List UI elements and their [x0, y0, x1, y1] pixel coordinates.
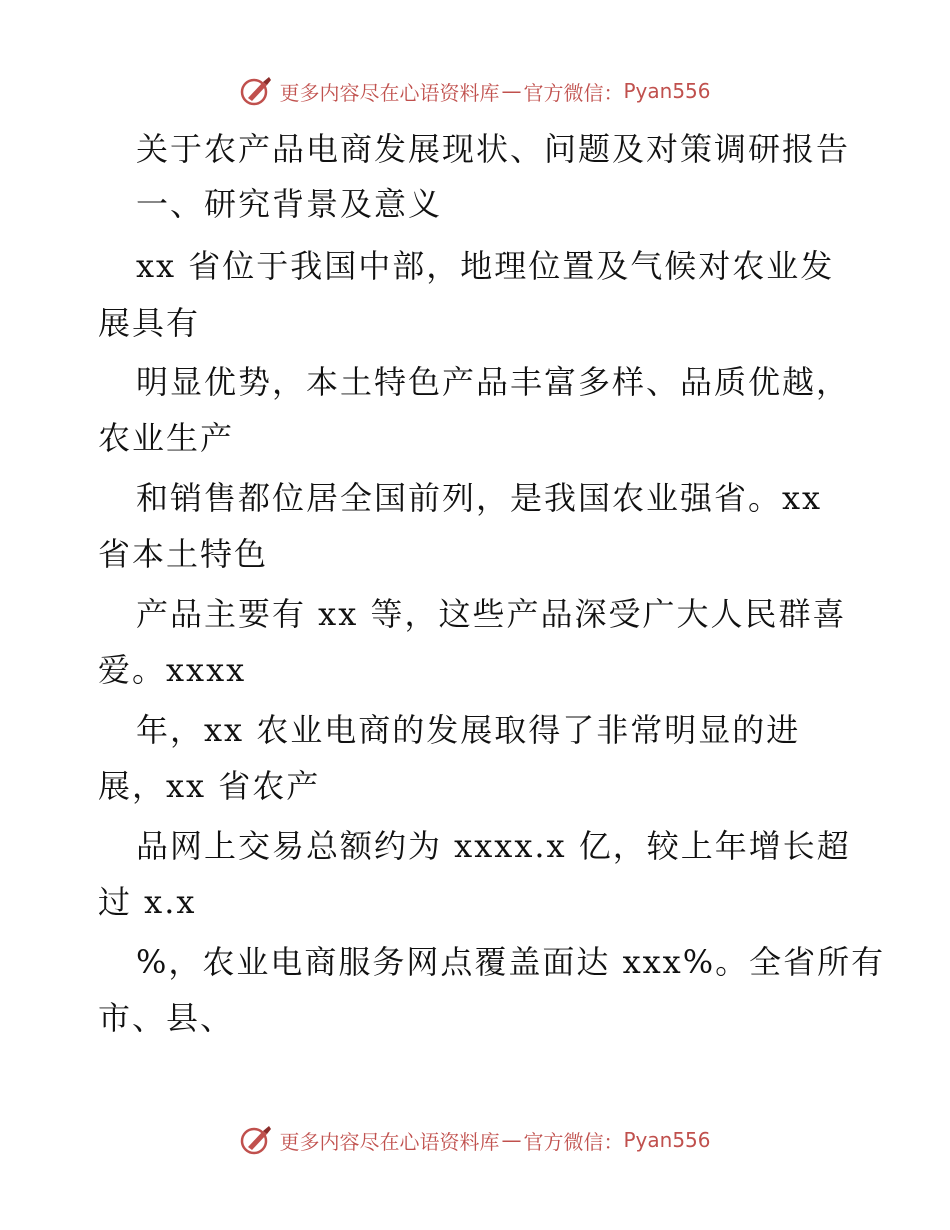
paragraph-line: 过 x.x: [98, 883, 197, 921]
paragraph-line: 产品主要有 xx 等，这些产品深受广大人民群喜: [136, 595, 847, 633]
pen-logo-icon: [239, 74, 273, 108]
footer-watermark: [0, 1120, 950, 1160]
paragraph-line: 爱。xxxx: [98, 651, 247, 689]
watermark-label: 官方微信：: [523, 80, 624, 105]
paragraph-line: 市、县、: [98, 999, 235, 1037]
paragraph-line: 省本土特色: [98, 535, 269, 573]
watermark-account: Pyan556: [623, 1128, 711, 1152]
watermark-site-text: 更多内容尽在心语资料库: [279, 1129, 500, 1154]
watermark-label: 官方微信：: [523, 1129, 624, 1154]
document-title: 关于农产品电商发展现状、问题及对策调研报告: [136, 130, 851, 168]
paragraph-line: xx 省位于我国中部，地理位置及气候对农业发: [136, 247, 835, 285]
pen-logo-icon: [239, 1123, 273, 1157]
paragraph-line: 农业生产: [98, 419, 235, 457]
section-heading: 一、研究背景及意义: [136, 185, 443, 223]
watermark-dash: —: [501, 1128, 522, 1152]
paragraph-line: 展，xx 省农产: [98, 767, 321, 805]
paragraph-line: 展具有: [98, 304, 201, 342]
paragraph-line: 明显优势，本土特色产品丰富多样、品质优越，: [136, 363, 851, 401]
paragraph-line: 品网上交易总额约为 xxxx.x 亿，较上年增长超: [136, 827, 851, 865]
watermark-site-text: 更多内容尽在心语资料库: [279, 80, 500, 105]
paragraph-line: 和销售都位居全国前列，是我国农业强省。xx: [136, 479, 823, 517]
paragraph-line: %，农业电商服务网点覆盖面达 xxx%。全省所有: [136, 943, 886, 981]
header-watermark: [0, 71, 950, 111]
watermark-account: Pyan556: [623, 79, 711, 103]
paragraph-line: 年，xx 农业电商的发展取得了非常明显的进: [136, 711, 801, 749]
watermark-dash: —: [501, 79, 522, 103]
